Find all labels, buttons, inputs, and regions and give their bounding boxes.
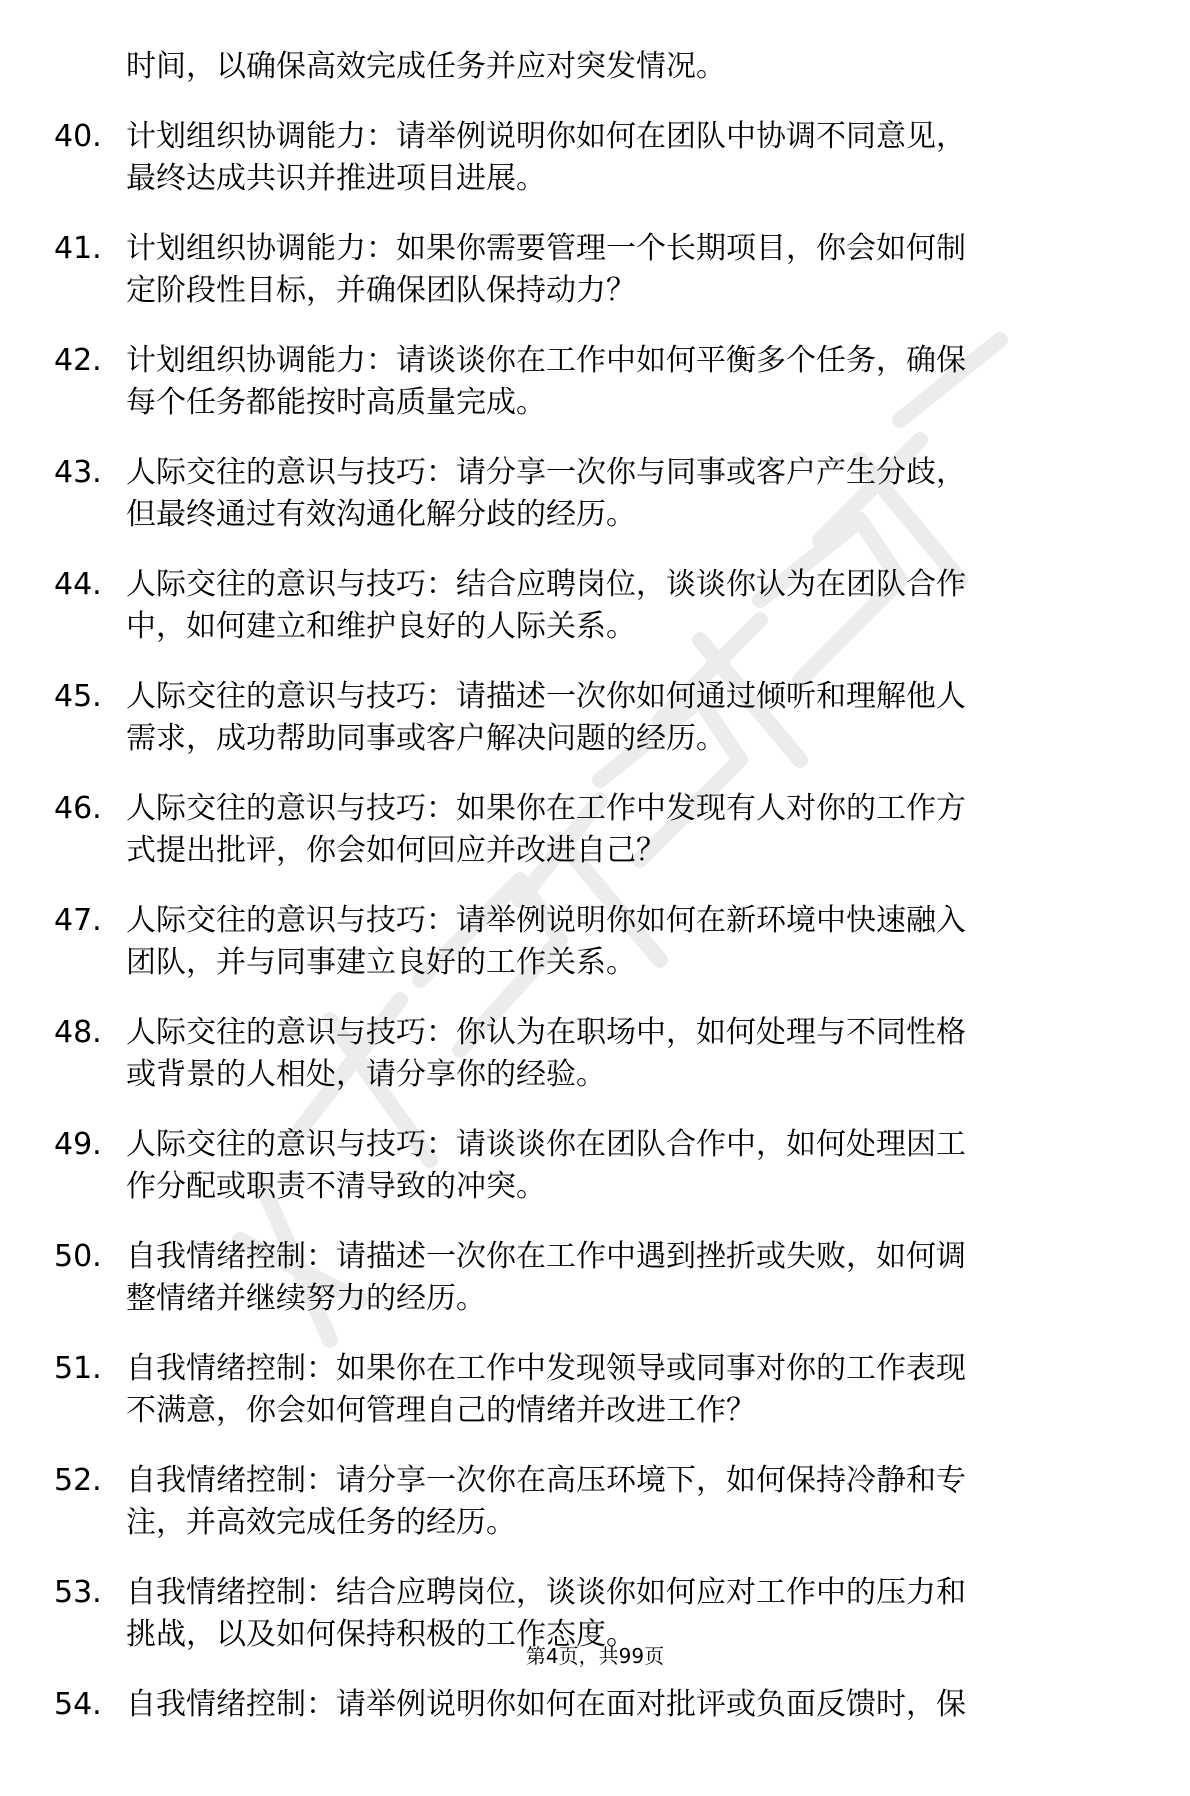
item-text-line: 不满意，你会如何管理自己的情绪并改进工作？ <box>126 1393 756 1428</box>
item-text-line: 人际交往的意识与技巧：请分享一次你与同事或客户产生分歧， <box>126 455 966 490</box>
item-number: 51. <box>54 1351 102 1386</box>
item-text-line: 自我情绪控制：请举例说明你如何在面对批评或负面反馈时，保 <box>126 1687 966 1722</box>
item-number: 48. <box>54 1015 102 1050</box>
item-text-line: 需求，成功帮助同事或客户解决问题的经历。 <box>126 721 726 756</box>
item-text <box>126 1236 1116 1320</box>
item-number: 45. <box>54 679 102 714</box>
item-text-line: 但最终通过有效沟通化解分歧的经历。 <box>126 497 636 532</box>
item-text-line: 挑战，以及如何保持积极的工作态度。 <box>126 1617 636 1652</box>
item-text <box>126 1124 1116 1208</box>
list-item <box>0 676 1190 760</box>
item-number: 42. <box>54 343 102 378</box>
item-text <box>126 452 1116 536</box>
item-text-line: 计划组织协调能力：请谈谈你在工作中如何平衡多个任务，确保 <box>126 343 966 378</box>
item-number: 44. <box>54 567 102 602</box>
item-text-line: 定阶段性目标，并确保团队保持动力？ <box>126 273 636 308</box>
item-text-line: 整情绪并继续努力的经历。 <box>126 1281 486 1316</box>
list-item <box>0 1348 1190 1432</box>
item-text-line: 或背景的人相处，请分享你的经验。 <box>126 1057 606 1092</box>
item-text-line: 每个任务都能按时高质量完成。 <box>126 385 546 420</box>
item-text-line: 人际交往的意识与技巧：结合应聘岗位，谈谈你认为在团队合作 <box>126 567 966 602</box>
item-text <box>126 116 1116 200</box>
question-list <box>0 46 1190 1796</box>
list-item <box>0 1124 1190 1208</box>
item-number: 41. <box>54 231 102 266</box>
item-text-line: 计划组织协调能力：如果你需要管理一个长期项目，你会如何制 <box>126 231 966 266</box>
list-item <box>0 564 1190 648</box>
list-item <box>0 1460 1190 1544</box>
item-text <box>126 1348 1116 1432</box>
page-footer: 第4页，共99页 <box>525 1644 665 1668</box>
item-text-line: 计划组织协调能力：请举例说明你如何在团队中协调不同意见， <box>126 119 966 154</box>
item-number: 43. <box>54 455 102 490</box>
item-text-line: 人际交往的意识与技巧：请举例说明你如何在新环境中快速融入 <box>126 903 966 938</box>
list-item <box>0 340 1190 424</box>
item-text-line: 作分配或职责不清导致的冲突。 <box>126 1169 546 1204</box>
item-text <box>126 1012 1116 1096</box>
item-number: 54. <box>54 1687 102 1722</box>
list-item <box>0 1012 1190 1096</box>
item-text-line: 自我情绪控制：请分享一次你在高压环境下，如何保持冷静和专 <box>126 1463 966 1498</box>
item-text <box>126 1460 1116 1544</box>
item-text <box>126 228 1116 312</box>
list-item <box>0 452 1190 536</box>
item-text <box>126 1684 1116 1726</box>
item-text-line: 注，并高效完成任务的经历。 <box>126 1505 516 1540</box>
item-text <box>126 676 1116 760</box>
item-number: 53. <box>54 1575 102 1610</box>
item-text-line: 最终达成共识并推进项目进展。 <box>126 161 546 196</box>
list-item <box>0 116 1190 200</box>
item-text <box>126 340 1116 424</box>
item-text-line: 中，如何建立和维护良好的人际关系。 <box>126 609 636 644</box>
item-number: 52. <box>54 1463 102 1498</box>
item-text-line: 人际交往的意识与技巧：请谈谈你在团队合作中，如何处理因工 <box>126 1127 966 1162</box>
item-text-line: 自我情绪控制：如果你在工作中发现领导或同事对你的工作表现 <box>126 1351 966 1386</box>
item-text-line: 人际交往的意识与技巧：请描述一次你如何通过倾听和理解他人 <box>126 679 966 714</box>
item-text-line: 人际交往的意识与技巧：你认为在职场中，如何处理与不同性格 <box>126 1015 966 1050</box>
item-number: 50. <box>54 1239 102 1274</box>
item-number: 46. <box>54 791 102 826</box>
item-text <box>126 900 1116 984</box>
item-text <box>126 564 1116 648</box>
list-item <box>0 788 1190 872</box>
item-text-line: 自我情绪控制：结合应聘岗位，谈谈你如何应对工作中的压力和 <box>126 1575 966 1610</box>
list-item <box>0 228 1190 312</box>
continuation-text: 时间，以确保高效完成任务并应对突发情况。 <box>126 49 726 84</box>
item-number: 49. <box>54 1127 102 1162</box>
item-number: 40. <box>54 119 102 154</box>
item-text <box>126 788 1116 872</box>
item-text-line: 式提出批评，你会如何回应并改进自己？ <box>126 833 666 868</box>
item-number: 47. <box>54 903 102 938</box>
item-text-line: 团队，并与同事建立良好的工作关系。 <box>126 945 636 980</box>
list-item <box>0 1236 1190 1320</box>
item-text-line: 人际交往的意识与技巧：如果你在工作中发现有人对你的工作方 <box>126 791 966 826</box>
list-item <box>0 1684 1190 1768</box>
list-item <box>0 900 1190 984</box>
item-text-line: 自我情绪控制：请描述一次你在工作中遇到挫折或失败，如何调 <box>126 1239 966 1274</box>
